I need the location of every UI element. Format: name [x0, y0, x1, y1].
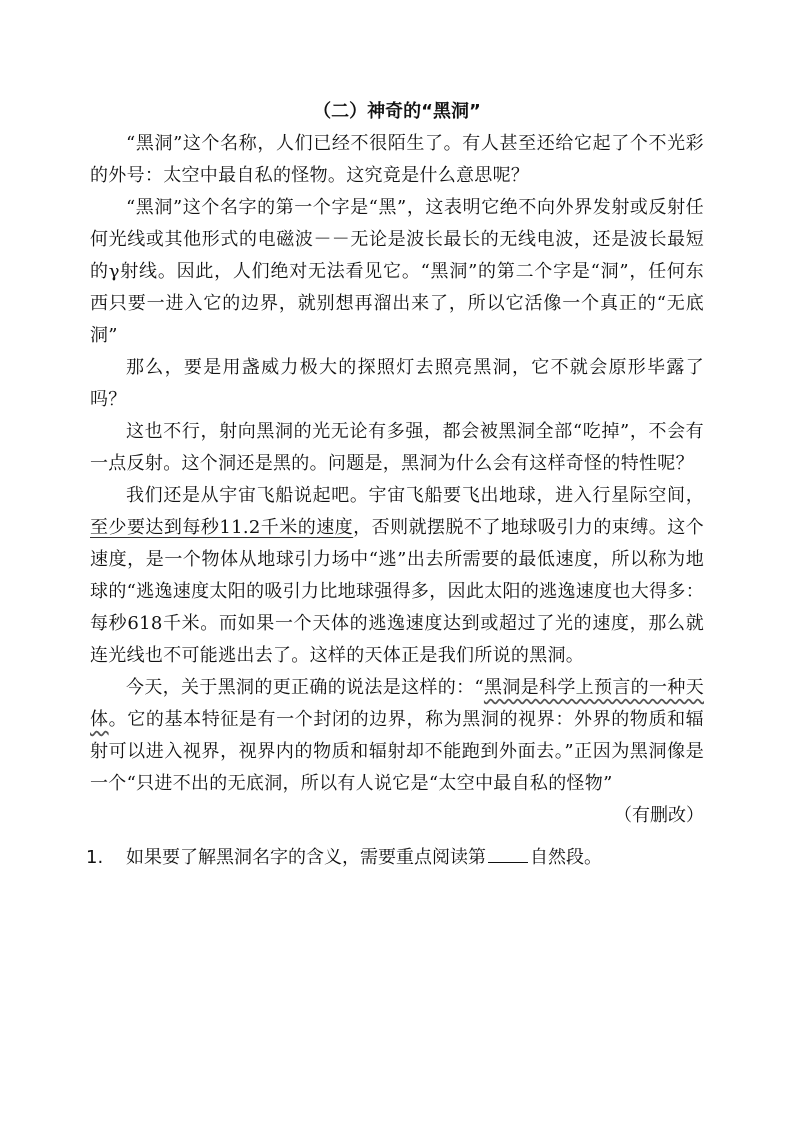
paragraph-4: 这也不行，射向黑洞的光无论有多强，都会被黑洞全部“吃掉”，不会有一点反射。这个洞还是黑的。问题是，黑洞为什么会有这样奇怪的特性呢？ — [90, 421, 704, 474]
paragraph-6 — [90, 672, 704, 800]
paragraph-5-end: ，否则就摆脱不了地球吸引力的束缚。这个速度，是一个物体从地球引力场中“逃”出去所需要的最低速度，所以称为地球的“逃逸速度太阳的吸引力比地球强得多，因此太阳的逃逸速度也大得多：每秒618千米。而如果一个天体的逃逸速度达到或超过了光的速度，那么就连光线也不可能逃出去了。这样的天体正是我们所说的黑洞。 — [90, 517, 704, 666]
credit-note: （有删改） — [614, 805, 704, 826]
passage-title: （二）神奇的“黑洞” — [313, 101, 481, 122]
question-1 — [86, 842, 704, 874]
paragraph-1: “黑洞”这个名称，人们已经不很陌生了。有人甚至还给它起了个不光彩的外号：太空中最自私的怪物。这究竟是什么意思呢？ — [90, 133, 704, 186]
paragraph-5-start: 我们还是从宇宙飞船说起吧。宇宙飞船要飞出地球，进入行星际空间， — [126, 485, 704, 506]
credit-line — [90, 800, 704, 832]
paragraph-5 — [90, 480, 704, 672]
question-number: 1. — [86, 847, 104, 868]
underlined-speed-phrase: 至少要达到每秒11.2千米的速度 — [90, 517, 354, 538]
paragraph-6-end: 。它的基本特征是有一个封闭的边界，称为黑洞的视界：外界的物质和辐射可以进入视界，视界内的物质和辐射却不能跑到外面去。”正因为黑洞像是一个“只进不出的无底洞，所以有人说它是“太空中最自私的怪物” — [90, 709, 704, 794]
question-text-before: 如果要了解黑洞名字的含义，需要重点阅读第 — [126, 847, 486, 868]
wavy-underlined-definition: 黑洞是科学上预言的一种天体 — [90, 677, 704, 730]
paragraph-2: “黑洞”这个名字的第一个字是“黑”，这表明它绝不向外界发射或反射任何光线或其他形式的电磁波－－无论是波长最长的无线电波，还是波长最短的γ射线。因此，人们绝对无法看见它。“黑洞”的第二个字是“洞”，任何东西只要一进入它的边界，就别想再溜出来了，所以它活像一个真正的“无底洞” — [90, 197, 704, 346]
question-text-after: 自然段。 — [530, 847, 602, 868]
answer-blank[interactable] — [488, 844, 528, 863]
paragraph-3: 那么，要是用盏威力极大的探照灯去照亮黑洞，它不就会原形毕露了吗？ — [90, 357, 704, 410]
paragraph-6-start: 今天，关于黑洞的更正确的说法是这样的：“ — [126, 677, 484, 698]
